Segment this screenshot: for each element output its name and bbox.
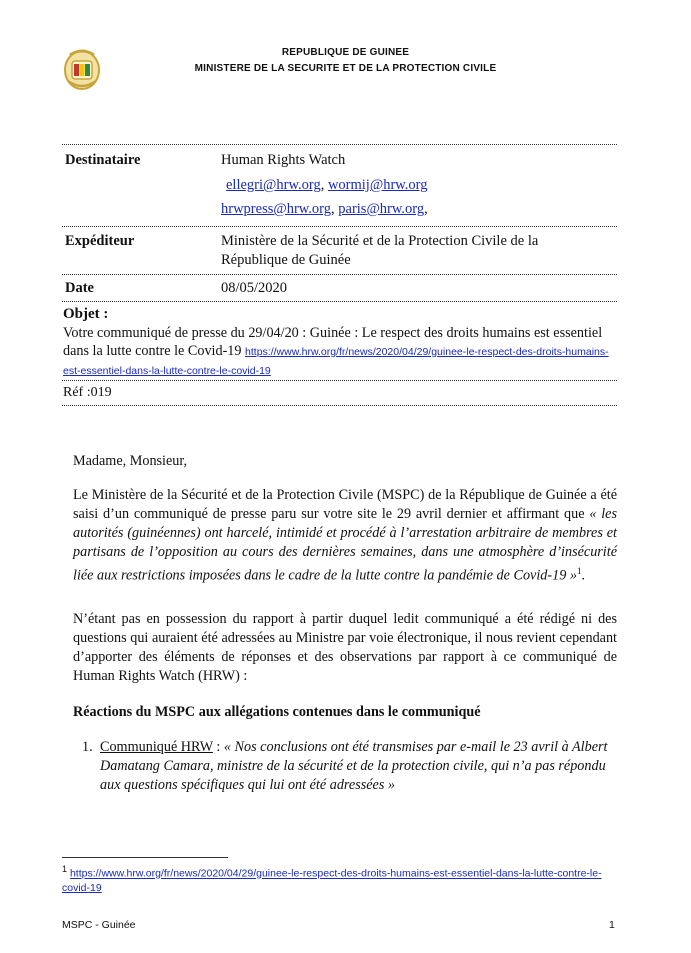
paragraph-2: N’étant pas en possession du rapport à partir duquel ledit communiqué a été rédigé ni des questions qui auraient été adressées au Ministre par voie électronique, il nous revient cependant d’apporter des éléments de réponses et des observations par rapport à ce communiqué de Human Rights Watch (HRW) :: [73, 611, 617, 684]
list-item: 1. Communiqué HRW : « Nos conclusions ont été transmises par e-mail le 23 avril à Albert Damatang Camara, ministre de la sécurité et de la protection civile, qui n’a pas répondu aux questions spécifiques qui lui ont été adressées »: [82, 739, 608, 793]
destinataire-name: Human Rights Watch: [221, 152, 346, 168]
destinataire-label: Destinataire: [65, 152, 141, 168]
email-line-2: hrwpress@hrw.org, paris@hrw.org,: [221, 201, 428, 217]
separator: [62, 380, 617, 381]
press-release-link[interactable]: https://www.hrw.org/fr/news/2020/04/29/guinee-le-respect-des-droits-humains-est-essentiel-dans-la-lutte-contre-le-covid-19: [63, 346, 609, 377]
item-label: Communiqué HRW: [100, 739, 213, 755]
objet-title: Objet :: [63, 306, 109, 322]
expediteur-label: Expéditeur: [65, 233, 135, 249]
footnote-ref[interactable]: 1: [576, 566, 582, 576]
separator: [62, 226, 617, 227]
footnote-separator: [62, 857, 228, 858]
date-label: Date: [65, 280, 94, 296]
footnote-link[interactable]: https://www.hrw.org/fr/news/2020/04/29/guinee-le-respect-des-droits-humains-est-essentiel-dans-la-lutte-contre-le-covid-19: [62, 867, 602, 894]
expediteur-line-1: Ministère de la Sécurité et de la Protection Civile de la: [221, 233, 539, 249]
date-value: 08/05/2020: [221, 280, 288, 296]
email-link[interactable]: hrwpress@hrw.org: [221, 201, 332, 217]
section-heading: Réactions du MSPC aux allégations contenues dans le communiqué: [73, 704, 481, 720]
separator: [62, 274, 617, 275]
email-line-1: ellegri@hrw.org, wormij@hrw.org: [226, 177, 428, 193]
email-link[interactable]: paris@hrw.org: [338, 201, 425, 217]
reference: Réf :019: [63, 385, 112, 400]
ministry-title: MINISTERE DE LA SECURITE ET DE LA PROTECTION CIVILE: [194, 63, 497, 74]
email-link[interactable]: ellegri@hrw.org: [226, 177, 321, 193]
footer-left: MSPC - Guinée: [62, 919, 136, 931]
objet-text: Votre communiqué de presse du 29/04/20 : Guinée : Le respect des droits humains est essentiel dans la lutte contre le Covid-19 https://www.hrw.org/fr/news/2020/04/29/guinee-le-respect-des-droits-humains-est-essentiel-dans-la-lutte-contre-le-covid-19: [63, 325, 609, 377]
email-link[interactable]: wormij@hrw.org: [327, 177, 428, 193]
expediteur-line-2: République de Guinée: [221, 252, 351, 268]
salutation: Madame, Monsieur,: [73, 453, 188, 469]
footnote: $^1$ https://www.hrw.org/fr/news/2020/04/29/guinee-le-respect-des-droits-humains-est-essentiel-dans-la-lutte-contre-le-covid-19: [62, 864, 602, 894]
separator: [62, 144, 617, 145]
paragraph-1: Le Ministère de la Sécurité et de la Protection Civile (MSPC) de la République de Guinée a été saisi d’un communiqué de presse paru sur votre site le 29 avril dernier et affirmant que « les autorités (guinéennes) ont harcelé, intimidé et procédé à l’arrestation arbitraire de membres et partisans de l’opposition au cours des dernières semaines, dans une atmosphère d’insécurité liée aux restrictions imposées dans le cadre de la lutte contre la pandémie de Covid-19 »$^1$.: [73, 487, 617, 584]
republic-title: REPUBLIQUE DE GUINEE: [281, 47, 410, 58]
page-number: 1: [609, 919, 615, 931]
separator: [62, 405, 617, 406]
separator: [62, 301, 617, 302]
